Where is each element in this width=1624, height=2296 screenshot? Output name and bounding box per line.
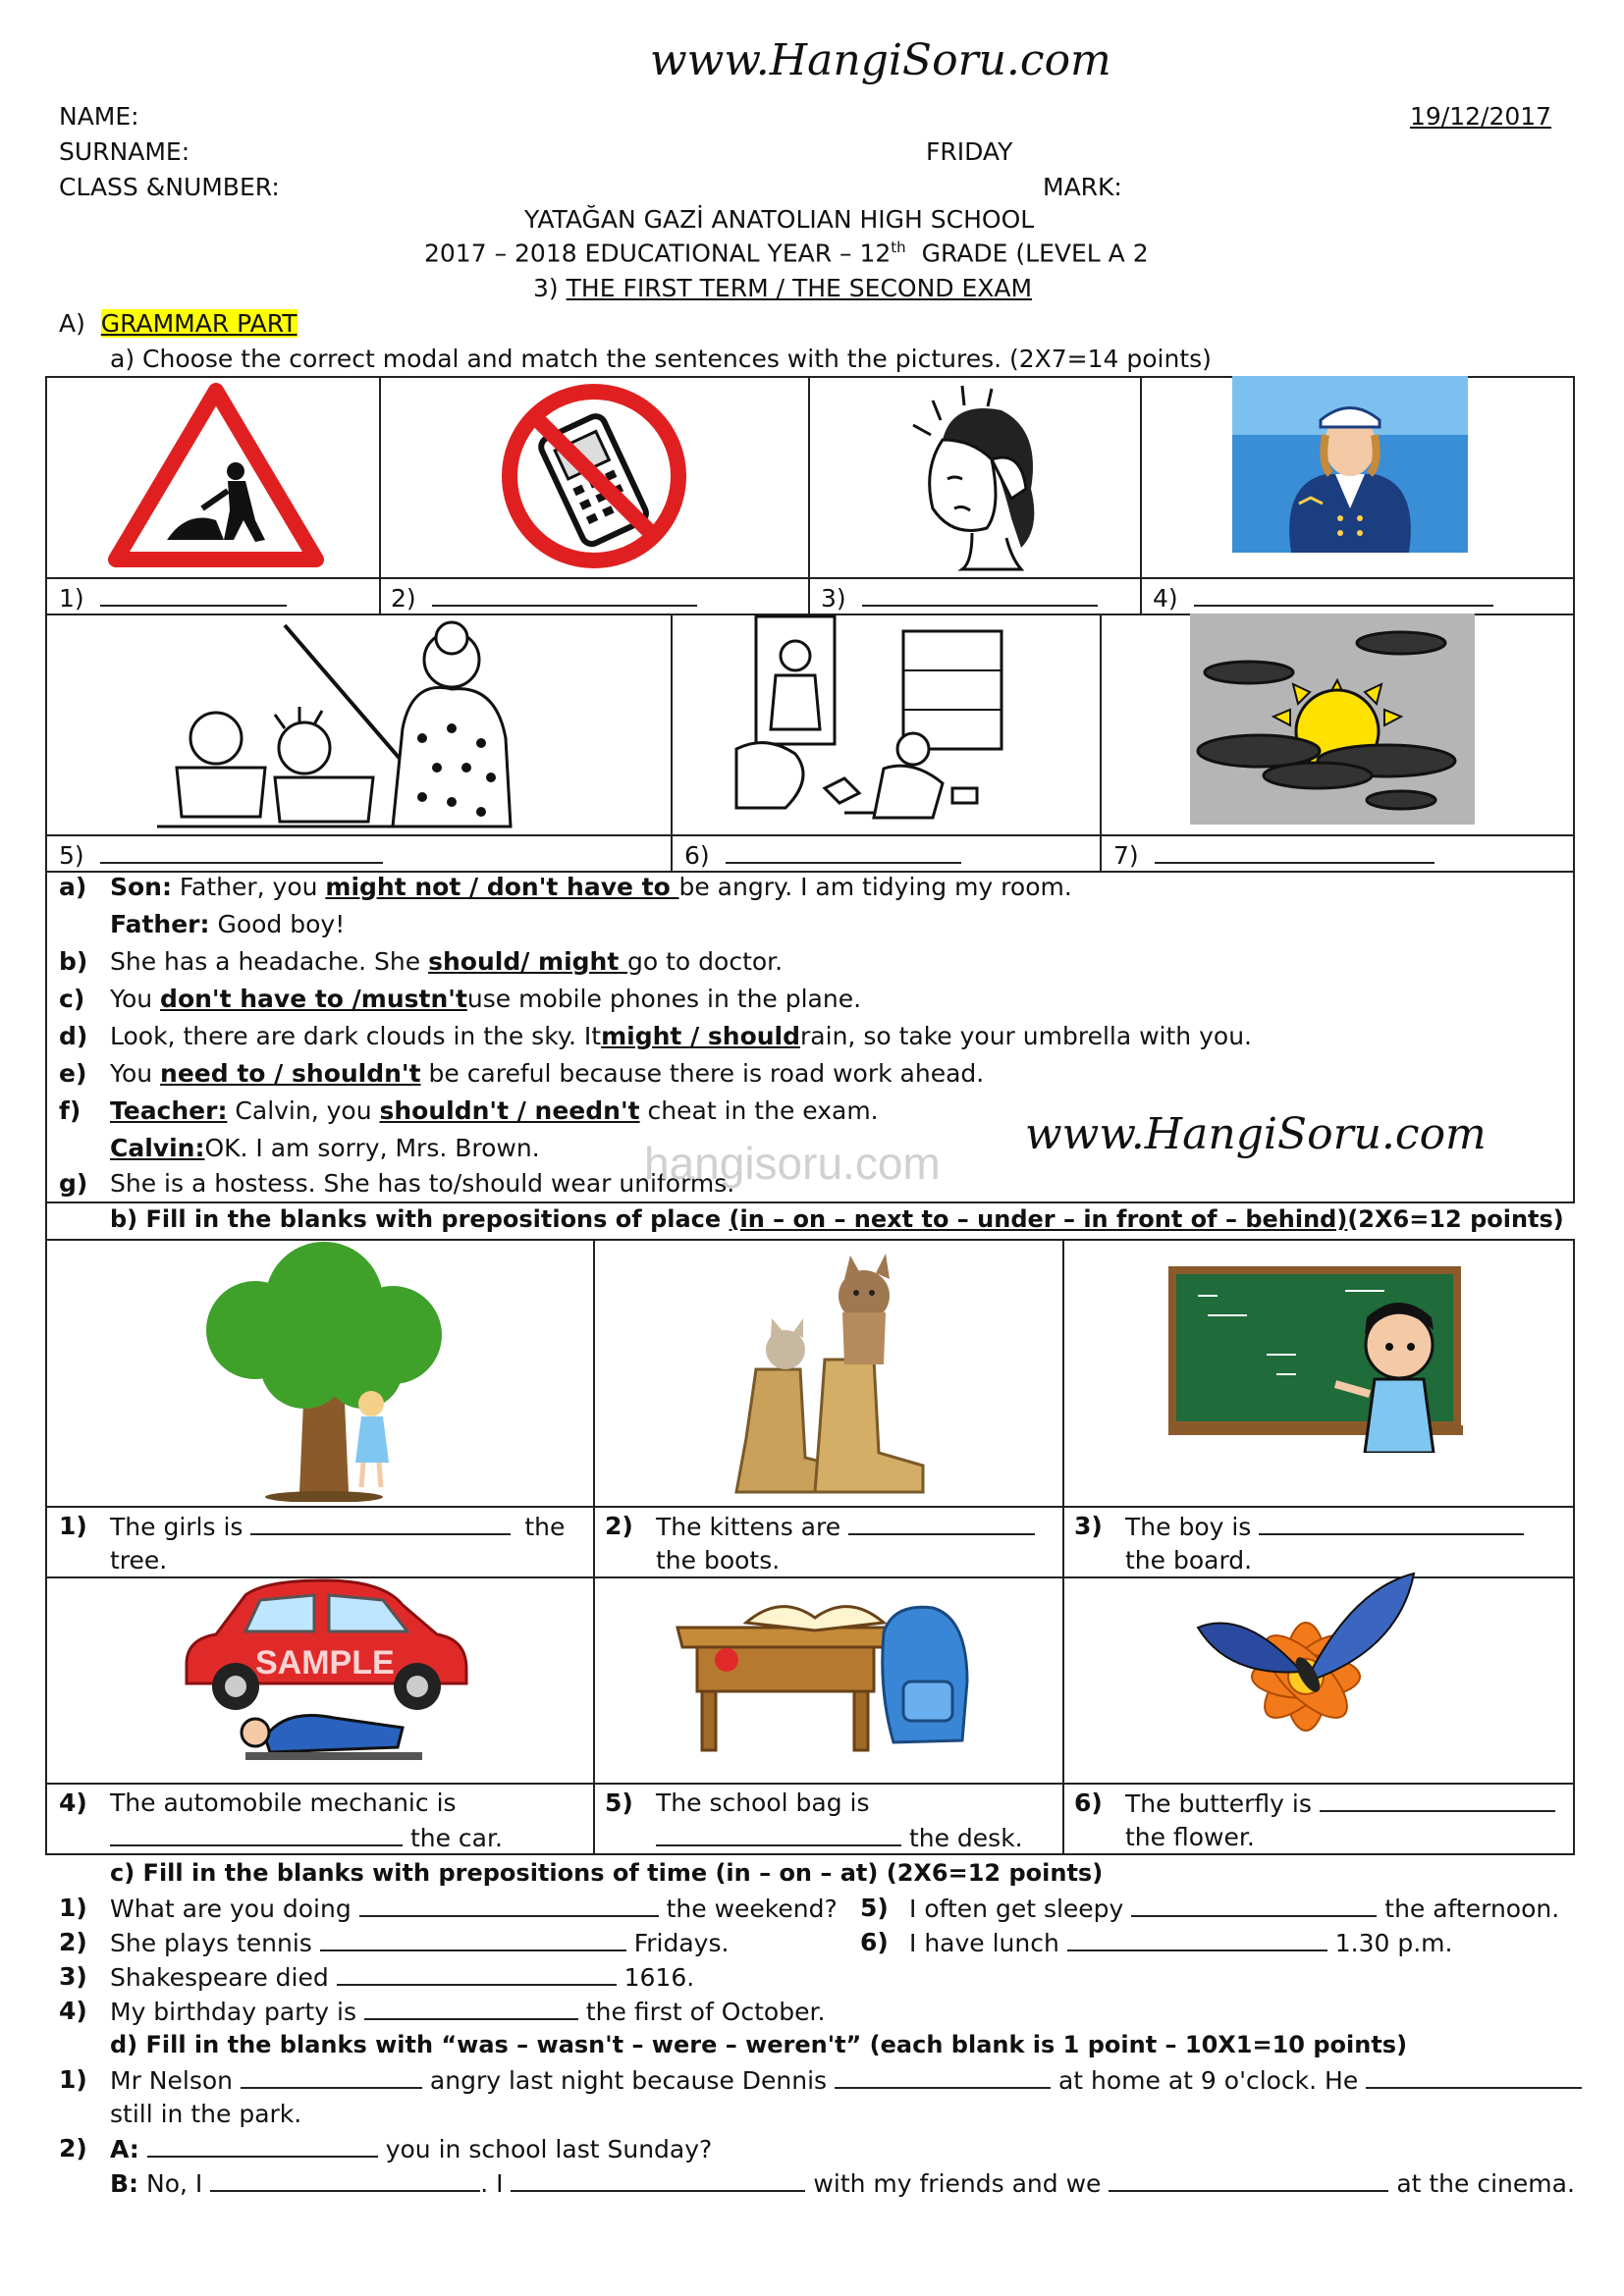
sentence-e-text: You need to / shouldn't be careful because there is road work ahead. xyxy=(110,1059,985,1088)
term-line: 3) THE FIRST TERM / THE SECOND EXAM xyxy=(533,274,1033,302)
car-mechanic-icon xyxy=(177,1571,471,1767)
was-were-n-2: 2) xyxy=(59,2134,87,2163)
pic-label-1: 1) xyxy=(59,583,287,613)
messy-room-icon xyxy=(727,612,1021,826)
surname-label: SURNAME: xyxy=(59,137,190,166)
time-n-2: 2) xyxy=(59,1928,87,1956)
teacher-classroom-icon xyxy=(157,620,569,831)
sentence-f-text: Teacher: Calvin, you shouldn't / needn't cheat in the exam. xyxy=(110,1096,879,1125)
place-text-4: The automobile mechanic is xyxy=(110,1789,457,1817)
time-n-4: 4) xyxy=(59,1997,87,2025)
pic-label-6: 6) xyxy=(684,840,961,870)
butterfly-flower-icon xyxy=(1188,1569,1424,1760)
sentence-b-text: She has a headache. She should/ might go to doctor. xyxy=(110,947,784,976)
time-text-3: Shakespeare died 1616. xyxy=(110,1963,695,1992)
pic-label-5: 5) xyxy=(59,840,383,870)
place-n-3: 3) xyxy=(1074,1512,1103,1540)
place-text-5b: the desk. xyxy=(656,1823,1023,1852)
sample-watermark: SAMPLE xyxy=(255,1644,395,1682)
name-label: NAME: xyxy=(59,102,139,131)
pic-label-7: 7) xyxy=(1113,840,1435,870)
place-text-3b: the board. xyxy=(1125,1546,1253,1575)
place-n-1: 1) xyxy=(59,1512,87,1540)
site-header: www.HangiSoru.com xyxy=(650,35,1111,85)
place-n-2: 2) xyxy=(605,1512,633,1540)
watermark: hangisoru.com xyxy=(644,1138,941,1189)
place-n-5: 5) xyxy=(605,1789,633,1817)
was-were-text-2b: B: No, I . I with my friends and we at the cinema. xyxy=(110,2169,1575,2198)
exam-day: FRIDAY xyxy=(926,137,1013,166)
time-text-2: She plays tennis Fridays. xyxy=(110,1929,730,1957)
sentence-g-text: She is a hostess. She has to/should wear uniforms. xyxy=(110,1169,735,1198)
place-text-5: The school bag is xyxy=(656,1789,870,1817)
time-n-3: 3) xyxy=(59,1962,87,1991)
was-were-text-1: Mr Nelson angry last night because Dennis at home at 9 o'clock. He xyxy=(110,2065,1582,2095)
sentence-f2-text: Calvin:OK. I am sorry, Mrs. Brown. xyxy=(110,1134,540,1162)
was-were-text-2a: A: you in school last Sunday? xyxy=(110,2135,713,2163)
time-n-6: 6) xyxy=(860,1928,889,1956)
place-text-4b: the car. xyxy=(110,1823,503,1852)
place-n-4: 4) xyxy=(59,1789,87,1817)
sentence-d-label: d) xyxy=(59,1022,88,1050)
road-work-sign-icon xyxy=(108,383,324,569)
part-d-title: d) Fill in the blanks with “was – wasn't – were – weren't” (each blank is 1 point – 10X1=10 points) xyxy=(110,2031,1408,2058)
exam-date: 19/12/2017 xyxy=(1410,102,1552,131)
kittens-boots-icon xyxy=(707,1242,943,1502)
school-desk-bag-icon xyxy=(668,1574,982,1755)
sentence-a: a) xyxy=(59,873,87,901)
headache-woman-icon xyxy=(893,381,1060,572)
was-were-text-1b: still in the park. xyxy=(110,2100,302,2128)
time-text-6: I have lunch 1.30 p.m. xyxy=(909,1929,1453,1957)
place-text-3: The boy is xyxy=(1125,1512,1524,1541)
pic-label-2: 2) xyxy=(391,583,697,613)
place-text-1b: tree. xyxy=(110,1546,168,1575)
mark-label: MARK: xyxy=(1043,173,1122,201)
was-were-n-1: 1) xyxy=(59,2065,87,2094)
time-n-1: 1) xyxy=(59,1894,87,1922)
sentence-f-label: f) xyxy=(59,1096,81,1125)
tree-girl-icon xyxy=(196,1242,452,1502)
sentence-c-label: c) xyxy=(59,985,85,1013)
sentence-e-label: e) xyxy=(59,1059,87,1088)
pic-label-4: 4) xyxy=(1153,583,1493,613)
sentence-a-text: Son: Father, you might not / don't have to be angry. I am tidying my room. xyxy=(110,873,1072,901)
year-line: 2017 – 2018 EDUCATIONAL YEAR – 12th GRADE (LEVEL A 2 xyxy=(424,239,1149,268)
class-number-label: CLASS &NUMBER: xyxy=(59,173,280,201)
section-a-title: A) GRAMMAR PART xyxy=(59,309,298,338)
time-text-4: My birthday party is the first of October. xyxy=(110,1998,826,2026)
site-mid: www.HangiSoru.com xyxy=(1025,1109,1487,1159)
place-text-6: The butterfly is xyxy=(1125,1789,1555,1818)
part-b-title: b) Fill in the blanks with prepositions of place (in – on – next to – under – in front of – behind)(2X6=12 points) xyxy=(110,1205,1564,1233)
cloudy-sun-icon xyxy=(1190,614,1475,825)
place-text-2b: the boots. xyxy=(656,1546,781,1575)
place-text-1: The girls is the xyxy=(110,1513,566,1541)
sentence-d-text: Look, there are dark clouds in the sky. Itmight / shouldrain, so take your umbrella with you. xyxy=(110,1022,1252,1050)
sentence-g-label: g) xyxy=(59,1169,88,1198)
part-a-title: a) Choose the correct modal and match the sentences with the pictures. (2X7=14 points) xyxy=(110,345,1212,373)
no-phone-sign-icon xyxy=(491,383,697,569)
school-name: YATAĞAN GAZİ ANATOLIAN HIGH SCHOOL xyxy=(524,205,1035,234)
place-text-2: The kittens are xyxy=(656,1512,1035,1541)
sentence-a2-text: Father: Good boy! xyxy=(110,910,346,938)
place-text-6b: the flower. xyxy=(1125,1823,1255,1851)
place-n-6: 6) xyxy=(1074,1789,1103,1817)
time-text-5: I often get sleepy the afternoon. xyxy=(909,1895,1560,1923)
sentence-b-label: b) xyxy=(59,947,88,976)
boy-blackboard-icon xyxy=(1168,1266,1463,1453)
hostess-icon xyxy=(1232,376,1468,553)
pic-label-3: 3) xyxy=(821,583,1098,613)
time-text-1: What are you doing the weekend? xyxy=(110,1895,838,1923)
part-c-title: c) Fill in the blanks with prepositions of time (in – on – at) (2X6=12 points) xyxy=(110,1859,1104,1887)
time-n-5: 5) xyxy=(860,1894,889,1922)
sentence-c-text: You don't have to /mustn'tuse mobile phones in the plane. xyxy=(110,985,862,1013)
